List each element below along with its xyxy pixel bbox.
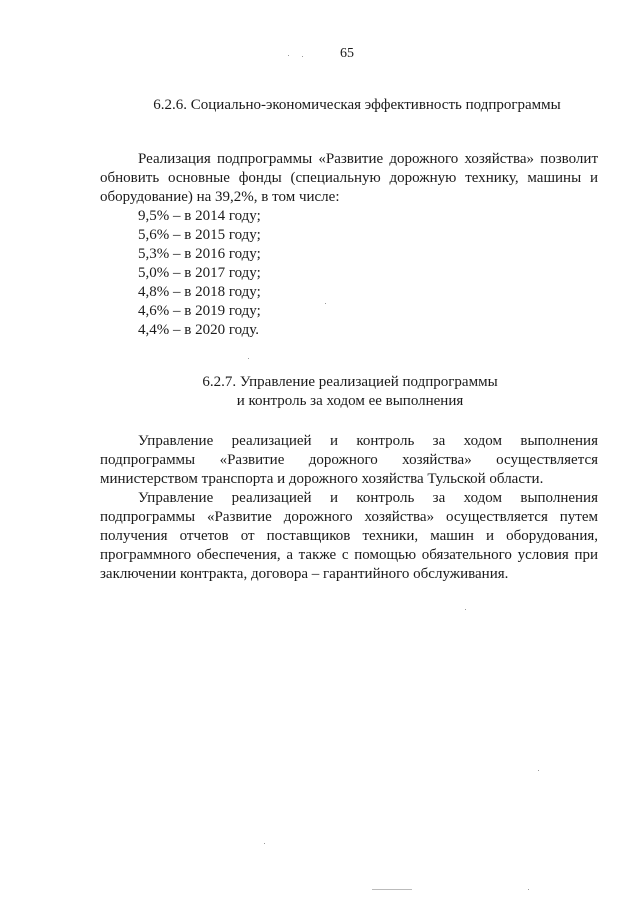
yearly-percent-list xyxy=(138,207,261,340)
list-item: 9,5% – в 2014 году; xyxy=(138,208,261,224)
page-number: 65 xyxy=(340,46,354,61)
section-heading-6-2-6: 6.2.6. Социально-экономическая эффективность подпрограммы xyxy=(153,97,561,113)
scan-speck xyxy=(528,889,529,890)
scan-speck xyxy=(325,303,326,304)
scan-speck xyxy=(288,55,289,56)
scan-speck xyxy=(264,843,265,844)
scan-speck xyxy=(302,56,303,57)
scan-speck xyxy=(248,358,249,359)
list-item: 5,6% – в 2015 году; xyxy=(138,227,261,243)
section-2-paragraph-1: Управление реализацией и контроль за ходом выполнения подпрограммы «Развитие дорожного хозяйства» осуществляется министерством транспорта и дорожного хозяйства Тульской области. xyxy=(100,433,598,487)
section-heading-6-2-7 xyxy=(100,373,600,411)
list-item: 4,4% – в 2020 году. xyxy=(138,322,260,338)
section-heading-line-2: и контроль за ходом ее выполнения xyxy=(236,393,464,409)
section-2-paragraph-2: Управление реализацией и контроль за ходом выполнения подпрограммы «Развитие дорожного хозяйства» осуществляется путем получения отчетов от поставщиков техники, машин и оборудования, программного обеспечения, а также с помощью обязательного условия при заключении контракта, договора – гарантийного обслуживания. xyxy=(100,490,598,582)
scan-speck xyxy=(465,609,466,610)
section-1-intro-paragraph: Реализация подпрограммы «Развитие дорожного хозяйства» позволит обновить основные фонды (специальную дорожную технику, машины и оборудование) на 39,2%, в том числе: xyxy=(100,151,598,205)
list-item: 5,3% – в 2016 году; xyxy=(138,246,261,262)
list-item: 4,6% – в 2019 году; xyxy=(138,303,261,319)
list-item: 5,0% – в 2017 году; xyxy=(138,265,261,281)
list-item: 4,8% – в 2018 году; xyxy=(138,284,261,300)
scan-speck xyxy=(538,770,539,771)
scan-speck xyxy=(372,889,412,890)
section-heading-line-1: 6.2.7. Управление реализацией подпрограммы xyxy=(202,374,498,390)
